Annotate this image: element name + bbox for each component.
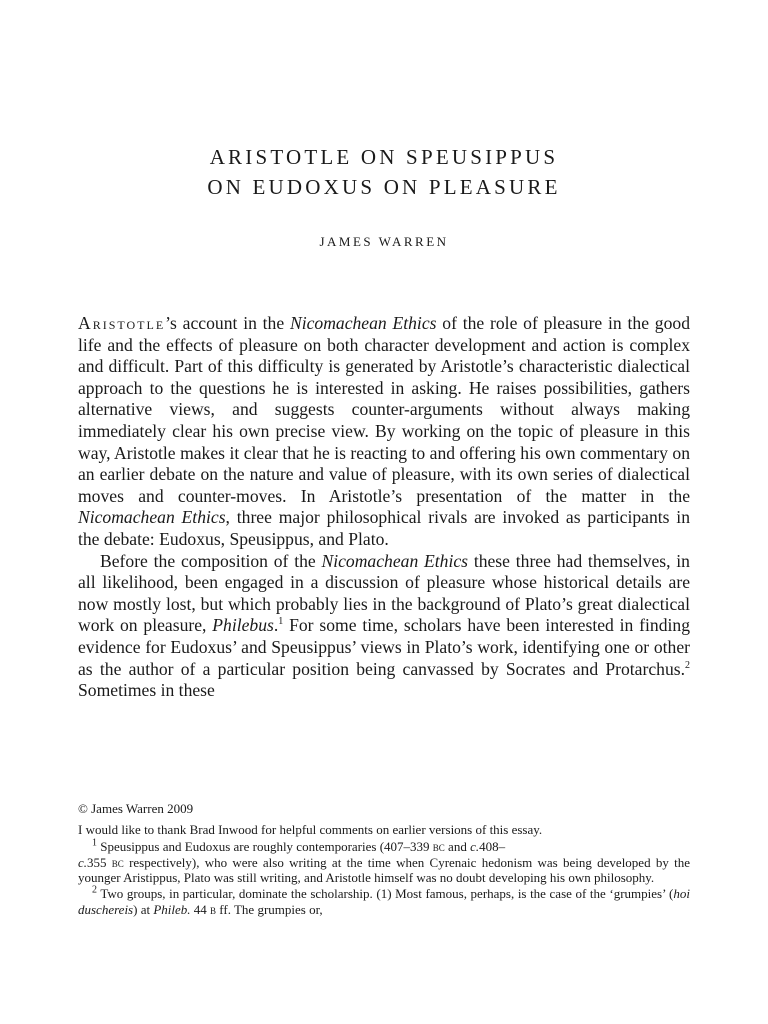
footnote-ref-2[interactable]: 2 xyxy=(685,659,690,671)
article-title-line-2: ON EUDOXUS ON PLEASURE xyxy=(207,175,561,199)
footnote-ref-1[interactable]: 1 xyxy=(278,616,284,628)
article-title xyxy=(78,142,690,202)
footnote-number: 1 xyxy=(92,837,97,849)
paragraph-2: Before the composition of the Nicomachean Ethics these three had themselves, in all likelihood, been engaged in a discussion of pleasure whose historical details are now mostly lost, but which probably lies in the background of Plato’s great dialectical work on pleasure, Philebus.$^1$ For some time, scholars have been interested in finding evidence for Eudoxus’ and Speusippus’ views in Plato’s work, identifying one or other as the author of a particular position being canvassed by Socrates and Protarchus.$^2$ Sometimes in these xyxy=(78,550,690,701)
footnote-number: 2 xyxy=(92,884,97,896)
work-title: Nicomachean Ethics xyxy=(321,550,469,571)
footnotes xyxy=(78,801,690,917)
copyright-notice: © James Warren 2009 xyxy=(78,801,194,816)
footnote-1: $^1$ Speusippus and Eudoxus are roughly contemporaries (407–339 bc and c.408– c.355 bc respectively), who were also writing at the time when Cyrenaic hedonism was being developed by the younger Aristippus, Plato was still writing, and Aristotle himself was no doubt developing his own philosophy. xyxy=(78,837,690,886)
work-title: Nicomachean Ethics xyxy=(78,507,226,528)
article-body xyxy=(78,313,690,702)
document-page xyxy=(78,0,690,1024)
article-author: JAMES WARREN xyxy=(319,234,449,249)
acknowledgement: I would like to thank Brad Inwood for helpful comments on earlier versions of this essay. xyxy=(78,821,543,837)
footnote-2: $^2$ Two groups, in particular, dominate the scholarship. (1) Most famous, perhaps, is the case of the ‘grumpies’ (hoi duschereis) at Phileb. 44 b ff. The grumpies or, xyxy=(78,884,690,917)
lead-word: Aristotle xyxy=(78,313,166,333)
article-title-line-1: ARISTOTLE ON SPEUSIPPUS xyxy=(209,145,559,169)
work-title: Nicomachean Ethics xyxy=(289,313,437,333)
paragraph-1: Aristotle’s account in the Nicomachean Ethics of the role of pleasure in the good life and the effects of pleasure on both character development and action is complex and difficult. Part of this difficulty is generated by Aristotle’s characteristic dialectical approach to the questions he is interested in asking. He raises possibilities, gathers alternative views, and suggests counter-arguments without always making immediately clear his own precise view. By working on the topic of pleasure in this way, Aristotle makes it clear that he is reacting to and offering his own commentary on an earlier debate on the nature and value of pleasure, with its own series of dialectical moves and counter-moves. In Aristotle’s presentation of the matter in the Nicomachean Ethics, three major philosophical rivals are invoked as participants in the debate: Eudoxus, Speusippus, and Plato. xyxy=(78,313,690,549)
work-title: Philebus xyxy=(212,615,274,636)
